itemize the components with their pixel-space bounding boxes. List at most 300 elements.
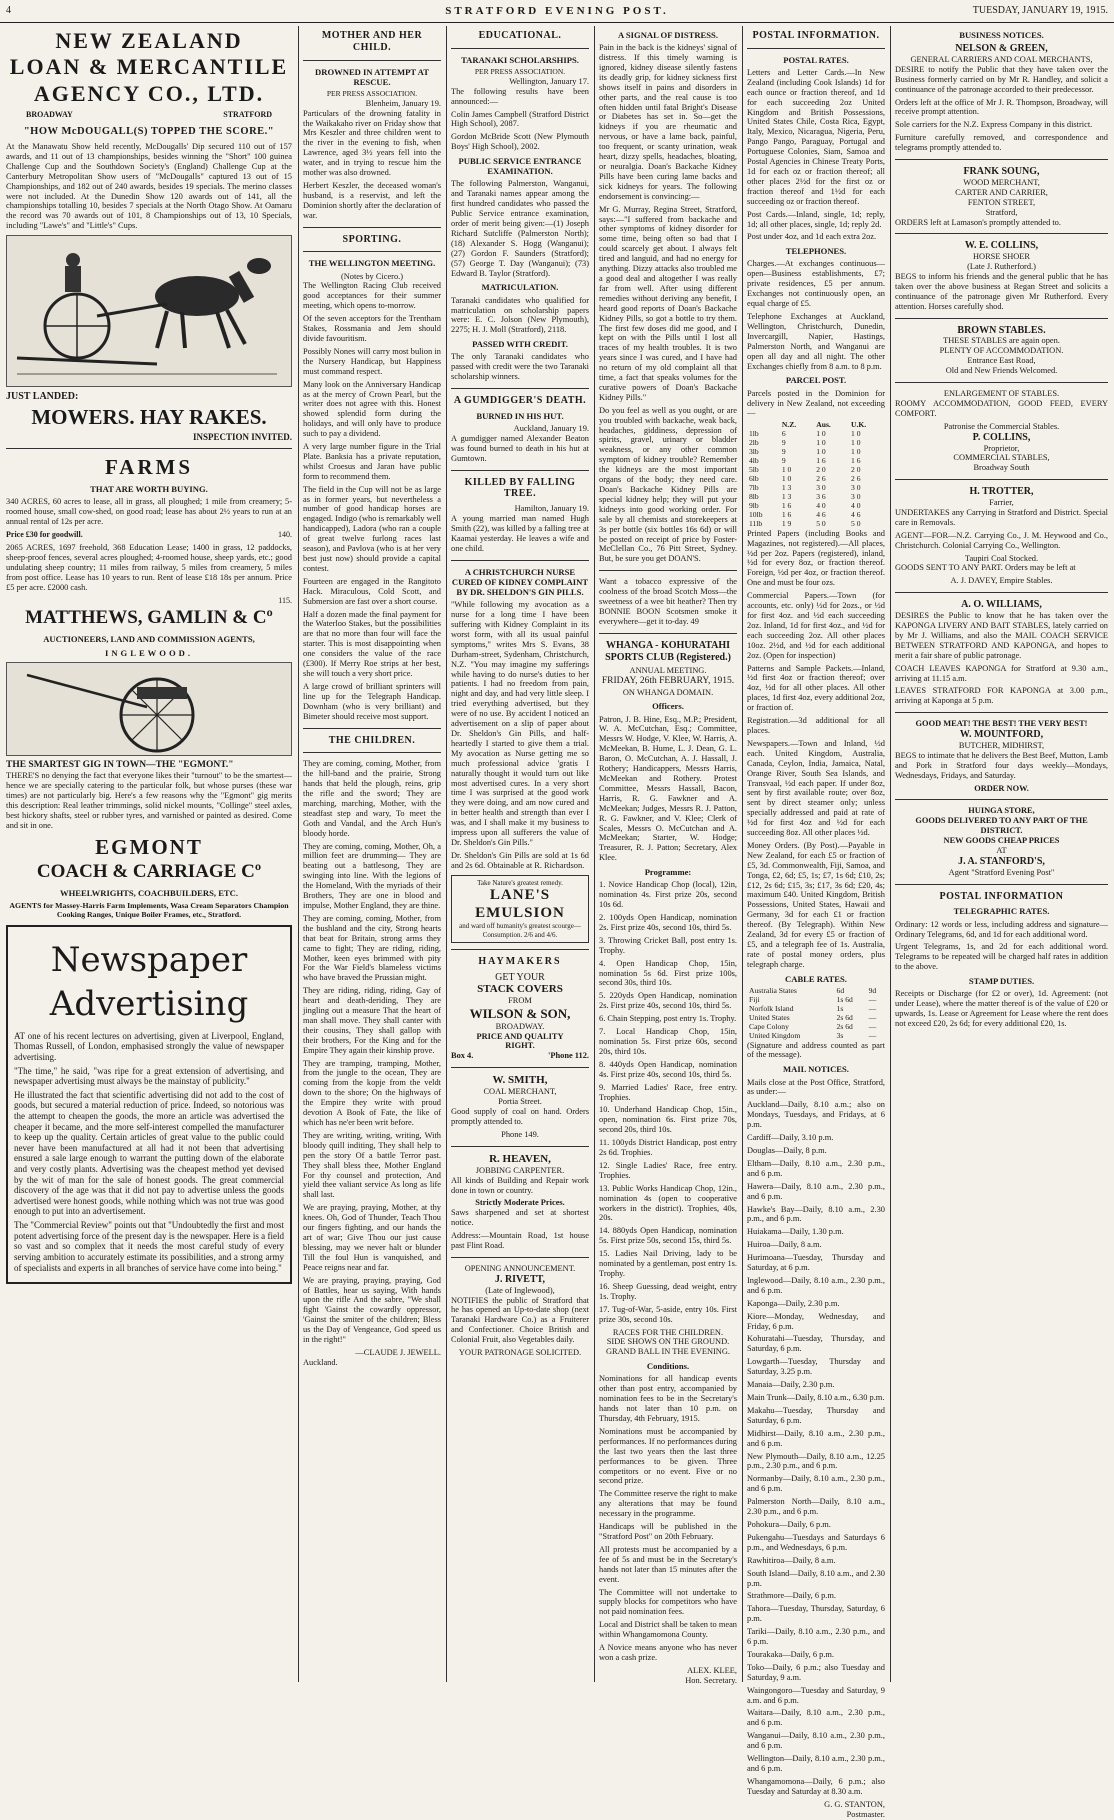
article-paragraph: Particulars of the drowning fatality in the Waikakaho river on Friday show that Mrs Keszler and three children went to the river in the evening to fish, when Lawrence, aged 3½ years fell into the water, and in trying to rescue him the mother was also drowned.	[303, 108, 441, 178]
mail-item: Toko—Daily, 6 p.m.; also Tuesday and Saturday, 9 a.m.	[747, 1662, 885, 1682]
mail-item: Makahu—Tuesday, Thursday and Saturday, 6 p.m.	[747, 1405, 885, 1425]
table-cell: —	[868, 1030, 877, 1040]
table-cell: 3s	[836, 1030, 844, 1040]
table-cell: 4lb	[749, 456, 759, 466]
heaven-name: R. HEAVEN,	[489, 1152, 551, 1165]
mail-item: Palmerston North—Daily, 8.10 a.m., 2.30 p.m., and 6 p.m.	[747, 1497, 885, 1517]
mcdougall-headline: "HOW McDOUGALL(S) TOPPED THE SCORE."	[23, 125, 275, 137]
programme-item: 5. 220yds Open Handicap, nomination 2s. First prize 40s, second 10s, third 5s.	[599, 991, 737, 1011]
table-header: N.Z.	[781, 420, 797, 430]
table-cell: 4 6	[851, 509, 861, 519]
gumdigger-heading: A GUMDIGGER'S DEATH.	[453, 395, 587, 407]
table-cell: 4 6	[816, 509, 826, 519]
goods-delivered: GOODS DELIVERED TO ANY PART OF THE DISTRICT.	[915, 816, 1088, 836]
dateline: Auckland, January 19.	[513, 424, 589, 434]
table-cell: 3 6	[816, 491, 826, 501]
get-your: GET YOUR	[495, 971, 545, 983]
nurse-heading: A CHRISTCHURCH NURSE CURED OF KIDNEY COMPLAINT BY DR. SHELDON'S GIN PILLS.	[451, 566, 589, 598]
broadway-south: Broadway South	[973, 463, 1030, 473]
gig-body: THERE'S no denying the fact that everyone likes their "turnout" to be the smartest—hence we are specially catering to the particular folk, but whose purses (these war times) are not particularly big. Here's a few reasons why the "Egmont" gig merits this description: Real leather trimmings, solid nickel mounts, "Collinge" steel axles, best hickory shafts, steel or rubber tyres, and varnished or painted as desired. Come and sit in one.	[6, 771, 292, 830]
mail-item: Kaponga—Daily, 2.30 p.m.	[747, 1298, 840, 1308]
mail-item: Inglewood—Daily, 8.10 a.m., 2.30 p.m., and 6 p.m.	[747, 1275, 885, 1295]
mail-item: Cardiff—Daily, 3.10 p.m.	[747, 1133, 834, 1143]
mail-item: Huiroa—Daily, 8 a.m.	[747, 1240, 822, 1250]
column-3	[451, 28, 589, 1680]
table-cell: 6d	[836, 985, 845, 995]
mowers-hay-rakes: MOWERS. HAY RAKES.	[31, 404, 267, 429]
column-rule	[742, 26, 743, 1682]
nurse-testimonial: "While following my avocation as a nurse for a long time I have been suffering with Kidney Complaint in its worst form, with all its usual painful symptoms," writes Mrs S. Evans, 38 Durham-street, Sydenham, Christchurch, N.Z. "You may imagine my sufferings while having to do nurse's duties to her patients. I had no freedom from pain, night and day, and had very little sleep. I tried everything advertised, but they were of no use. By accident I noticed an advertisement on a slip of paper about Dr. Sheldon's Gin Pills, and half-heartedly I started to give them a trial. My avocation as Nurse getting me so much professional advice 'gratis I naturally thought it would turn out like most advertised cures. In a very short time I was surprised at the good work they were doing, and am now cured and in better health and strength than ever I was, and I shall make it my business to impress upon all sufferers the value of Dr. Sheldon's Gin Pills."	[451, 600, 589, 847]
meeting-date: FRIDAY, 26th FEBRUARY, 1915.	[601, 676, 735, 687]
table-cell: 2lb	[749, 438, 759, 448]
table-cell: 9lb	[749, 500, 759, 510]
coal-merchant: COAL MERCHANT,	[483, 1087, 557, 1097]
sporting-paragraph: Fourteen are engaged in the Rangitoto Hack. Miraculous, Cold Scott, and Submersion are fast over a short course.	[303, 576, 441, 606]
conditions-heading: Conditions.	[646, 1361, 690, 1372]
mail-item: Wanganui—Daily, 8.10 a.m., 2.30 p.m., and 6 p.m.	[747, 1731, 885, 1751]
from-label: FROM	[508, 996, 532, 1006]
table-cell: 1 0	[851, 429, 861, 439]
poem-stanza: They are coming, coming, Mother, from the hill-band and the prairie, Strong hands that held the plough, reins, grip the rifle and the sword; They are marching, marching, Mother, with the steadfast step and wary, To meet the Goth and Vandal, and the Arch Hun's bloody horde.	[303, 759, 441, 838]
p-collins-name: P. COLLINS,	[972, 431, 1031, 443]
distress-heading: A SIGNAL OF DISTRESS.	[618, 30, 718, 40]
company-name-line: LOAN & MERCANTILE	[9, 54, 289, 80]
telegraphic-heading: TELEGRAPHIC RATES.	[953, 906, 1050, 917]
article-subheadline: DROWNED IN ATTEMPT AT RESCUE.	[315, 66, 429, 87]
parcel-intro: Parcels posted in the Dominion for delivery in New Zealand, not exceeding—	[747, 388, 885, 418]
mail-item: Pukengahu—Tuesdays and Saturdays 6 p.m., and Wednesdays, 6 p.m.	[747, 1532, 885, 1552]
poem-stanza: They are coming, coming, Mother, from the bushland and the city, Strong hearts that beat for Britain, strong arms they came to fight; They are riding, riding, Mother, keen eyes brimmed with pity For the War Field's blameless victims who have braved the Prussian might.	[303, 913, 441, 983]
scholarships-heading: TARANAKI SCHOLARSHIPS.	[461, 54, 579, 65]
masthead	[0, 0, 1114, 23]
price-quality: PRICE AND QUALITY	[476, 1031, 564, 1041]
telephone-exchanges: Telephone Exchanges at Auckland, Wellington, Christchurch, Dunedin, Invercargill, Napier, Hastings, Palmerston North, and Wanganui are open all day and all night. The other Exchanges chiefly from 8 a.m. to 8 p.m.	[747, 312, 885, 371]
mail-item: Main Trunk—Daily, 8.10 a.m., 6.30 p.m.	[747, 1393, 885, 1402]
table-cell: 1 0	[816, 438, 826, 448]
patronage-solicited: YOUR PATRONAGE SOLICITED.	[458, 1348, 582, 1358]
poem-stanza: We are praying, praying, Mother, at thy knees. Oh, God of Thunder, Teach Thou our fingers fighting, and our hands the art of war; Give Thou our just cause blessing, may we never halt or blunder Till the foul Hun is vanquished, and Peace reigns near and far.	[303, 1203, 441, 1272]
commercial-papers: Commercial Papers.—Town (for accounts, etc. only) ½d for 2ozs., or ½d for first 4oz. and ½d each succeeding 2oz. Inland, 1d for first 4oz., and ½d for each succeeding 2oz. All other places 10oz. 2½d, and ½d for each additional 2oz. (Open for inspection)	[747, 591, 885, 660]
article-paragraph: Gordon McBride Scott (New Plymouth Boys' High School), 2002.	[451, 132, 589, 152]
sporting-paragraph: The Wellington Racing Club received good acceptances for their summer meeting, which opens to-morrow.	[303, 281, 441, 311]
stanford-agent: Agent "Stratford Evening Post"	[948, 867, 1055, 877]
taupiri-coal: Taupiri Coal Stocked.	[964, 553, 1039, 563]
box-number: Box 4.	[451, 1051, 474, 1061]
parcel-post-heading: PARCEL POST.	[785, 375, 847, 386]
postmaster-signature: G. G. STANTON,	[824, 1799, 885, 1809]
table-cell: 7lb	[749, 482, 759, 492]
table-cell: 3 0	[851, 491, 861, 501]
table-cell: 6lb	[749, 474, 759, 484]
np-paragraph-3: He illustrated the fact that scientific advertising did not add to the cost of goods, but secured a material reduction of price. Indeed, so notorious was the attempt to cheapen the goods, the more an article was advertised the cheaper it became, and the more self-interest compelled the manufacturer to keep up the quality. Certain articles of great value to the public could never have been manufactured at all had it not been that advertising ensured a sale large enough to warrant the putting down of the elaborate and very costly plants. Advertising was the cheapest method yet devised by the wit of man for the sale of honest goods. The great commercial discovery of the age was that it did not pay to advertise unless the goods advertised were honest goods, while nothing which was not true was good enough to put into an advertisement.	[14, 1089, 284, 1217]
smith-name: W. SMITH,	[492, 1074, 548, 1087]
poem-stanza: They are riding, riding, riding, Gay of heart and death-deriding, They are jingling out a measure That the heart of man shall move. They shall canter with their cousins, They shall gallop with their brothers, For the King and for the Empire They again their kinship prove.	[303, 986, 441, 1055]
grand-ball: GRAND BALL IN THE EVENING.	[606, 1347, 730, 1357]
carter-carrier: CARTER AND CARRIER,	[955, 187, 1048, 197]
collins-late: (Late J. Rutherford.)	[967, 262, 1036, 272]
poem-stanza: They are coming, coming, Mother, Oh, a million feet are drumming— They are beating out a battlesong, They are swinging into line. With the legions of the Homeland, With the myriads of their Brothers, They are one in blood and impulse, Mother England, they are thine.	[303, 841, 441, 910]
opening-announcement: OPENING ANNOUNCEMENT.	[464, 1263, 576, 1273]
poem-stanza: They are tramping, tramping, Mother, from the jungle to the ocean, They are coming from the kopje from the veldt down to the shore; On the highways of the Empire they write with proud devotion A Book of Fate, the like of which has ne'er been writ before.	[303, 1058, 441, 1128]
table-cell: 5lb	[749, 465, 759, 475]
company-name-line: AGENCY CO., LTD.	[33, 80, 265, 106]
programme-item: 6. Chain Stepping, post entry 1s. Trophy.	[599, 1014, 737, 1024]
gig-carriage-icon	[7, 663, 291, 755]
postal-letters: Letters and Letter Cards.—In New Zealand (including Cook Islands) 1d for each ounce or fraction thereof, and 1d for each succeeding 2oz United Kingdom and British Possessions, United States Chile, Costa Rica, Egypt, Italy, Mexico, Nicaragua, Nigeria, Peru, Pango Pango, Paraguay, Portugal and Portuguese Colonies, Siam, Samoa and Postal Agencies in Chinese Treaty Ports, 1d for each oz or fraction thereof; all other places 2½d for the first oz or fraction thereof and 1½d for each succeeding oz or fraction thereof.	[747, 67, 885, 206]
table-cell: 1s 6d	[836, 994, 853, 1004]
mail-item: Whangamomona—Daily, 6 p.m.; also Tuesday and Saturday at 8.30 a.m.	[747, 1776, 885, 1796]
programme-item: 14. 880yds Open Handicap, nomination 5s. First prize 50s, second 15s, third 5s.	[599, 1226, 737, 1246]
meeting-venue: ON WHANGA DOMAIN.	[622, 687, 714, 697]
haymakers-heading: HAYMAKERS	[478, 955, 562, 967]
condition-item: Local and District shall be taken to mean within Whangamomona County.	[599, 1620, 737, 1640]
table-cell: —	[868, 994, 877, 1004]
table-cell: 1lb	[749, 429, 759, 439]
farms-heading: FARMS	[104, 455, 194, 480]
credit-heading: PASSED WITH CREDIT.	[472, 339, 568, 350]
programme-item: 11. 100yds District Handicap, post entry 2s 6d. Trophies.	[599, 1138, 737, 1158]
patterns-samples: Patterns and Sample Packets.—Inland, ½d first 4oz or fraction thereof; over 4oz, ½d for all other places. All other places, 1d first 4oz, every additional 2oz, or fraction of.	[747, 663, 885, 713]
table-cell: 2 6	[816, 474, 826, 484]
order-now: ORDER NOW.	[974, 783, 1029, 793]
coach-return-times: LEAVES STRATFORD FOR KAPONGA at 3.00 p.m., arriving at Kaponga at 5 p.m.	[895, 686, 1108, 706]
dateline: Wellington, January 17.	[509, 76, 589, 86]
mail-item: Normanby—Daily, 8.10 a.m., 2.30 p.m., and 6 p.m.	[747, 1474, 885, 1494]
williams-body: DESIRES the Public to know that he has taken over the KAPONGA LIVERY AND BAIT STABLES, lately carried on by Mr J. Williams, and also the MAIL COACH SERVICE BETWEEN STRATFORD AND KAPONGA, and hopes to merit a fair share of public patronage.	[895, 611, 1108, 660]
burned-subheading: BURNED IN HIS HUT.	[476, 410, 564, 421]
address-street: BROADWAY	[26, 110, 73, 120]
article-paragraph: A gumdigger named Alexander Beaton was found burned to death in his hut at Gumtown.	[451, 433, 589, 463]
farm-listing-2: 2065 ACRES, 1697 freehold, 368 Education Lease; 1400 in grass, 12 paddocks, sheep-proof fences, several acres ploughed; 4-roomed house, sheep yards, etc.; good undulating sheep country; 11 miles from railway, 5 miles from creamery, 5 miles from post office. Lease has 10 years to run. Rent of lease £18 18s per annum. Price £5 per acre. £2000 cash.	[6, 543, 292, 592]
column-4	[599, 28, 737, 1685]
table-header: Aus.	[816, 420, 831, 430]
table-cell: 1 0	[816, 429, 826, 439]
table-header: U.K.	[851, 420, 867, 430]
stamp-duties: Receipts or Discharge (for £2 or over), 1d. Agreement: (not under Lease), where the matter thereof is of the value of £20 or upwards, 1s. Lease or Agreement for Lease where the rent does not exceed £20, 2s 6d; for every additional £20, 1s.	[895, 989, 1108, 1029]
sporting-heading: SPORTING.	[342, 233, 402, 245]
np-title-line-2: Advertising	[49, 984, 249, 1025]
business-notices-heading: BUSINESS NOTICES.	[959, 30, 1044, 40]
rivett-notice: NOTIFIES the public of Stratford that he has opened an Up-to-date shop (next Taranaki Hardware Co.) as a Fruiterer and Confectioner. Choice British and Colonial Fruit, also Vegetables daily.	[451, 1295, 589, 1345]
smith-phone: Phone 149.	[501, 1129, 539, 1139]
table-cell: 3 0	[851, 482, 861, 492]
children-races: RACES FOR THE CHILDREN.	[612, 1327, 724, 1337]
article-headline: MOTHER AND HER CHILD.	[321, 30, 423, 53]
mail-item: Wellington—Daily, 8.10 a.m., 2.30 p.m., and 6 p.m.	[747, 1754, 885, 1773]
horse-shoer: HORSE SHOER	[972, 252, 1030, 262]
column-rule	[890, 26, 891, 1682]
column-rule	[446, 26, 447, 1682]
table-cell: Norfolk Island	[749, 1003, 794, 1013]
matthews-town: INGLEWOOD.	[104, 647, 194, 658]
column-rule	[298, 26, 299, 1682]
frank-orders: ORDERS left at Lamason's promptly attended to.	[895, 217, 1061, 227]
condition-item: Handicaps will be published in the "Stratford Post" on 20th February.	[599, 1522, 737, 1541]
nelson-paragraph: Furniture carefully removed, and correspondence and telegrams promptly attended to.	[895, 133, 1108, 153]
matthews-subheading: AUCTIONEERS, LAND AND COMMISSION AGENTS,	[43, 633, 255, 644]
children-poem-heading: THE CHILDREN.	[328, 734, 416, 746]
printed-papers: Printed Papers (including Books and Magazines, not registered).—All places, ½d per 2oz. Papers (registered), inland, ½d for every 8oz, or fraction thereof. Foreign, ½d per 4oz, or fraction thereof. One and must be four ozs.	[747, 528, 885, 588]
table-cell: United States	[749, 1012, 790, 1022]
table-row	[747, 1032, 885, 1041]
press-association: PER PRESS ASSOCIATION.	[326, 88, 418, 98]
horse-mower-icon	[7, 236, 291, 386]
registration: Registration.—3d additional for all places.	[747, 716, 885, 735]
condition-item: Nominations for all handicap events other than post entry, accompanied by nomination fees to be in the Secretary's hands not later than 10 p.m. on Thursday, 4th February, 1915.	[599, 1374, 737, 1424]
rivett-name: J. RIVETT,	[494, 1273, 546, 1285]
moderate-prices: Strictly Moderate Prices.	[475, 1198, 565, 1208]
table-cell: 6	[781, 429, 786, 439]
page-number: 4	[6, 5, 11, 16]
table-cell: 1 0	[781, 474, 792, 484]
tobacco-text: Want a tobacco expressive of the coolness of the broad Scotch Moss—the sweetness of a wee bit heather? Then try BONNIE BOON Scotsmen smoke it everywhere—get it to-day.	[599, 577, 737, 626]
column-6	[895, 28, 1108, 1680]
cable-rates-heading: CABLE RATES.	[785, 973, 847, 984]
table-row	[747, 987, 885, 996]
huinga-store: HUINGA STORE,	[968, 806, 1035, 816]
side-shows: SIDE SHOWS ON THE GROUND.	[606, 1337, 730, 1347]
table-cell: 9	[781, 447, 786, 457]
programme-item: 12. Single Ladies' Race, free entry. Trophies.	[599, 1160, 737, 1180]
table-cell: 1 0	[851, 447, 861, 457]
table-cell: 4 0	[816, 500, 826, 510]
table-cell: 9	[781, 438, 786, 448]
nelson-green-sub: GENERAL CARRIERS AND COAL MERCHANTS,	[910, 54, 1093, 64]
condition-item: A Novice means anyone who has never won a cash prize.	[599, 1643, 737, 1662]
newspaper-advertising-box	[6, 925, 292, 1284]
patronise-stables: Patronise the Commercial Stables.	[943, 421, 1060, 431]
postal-rates-heading: POSTAL RATES.	[783, 54, 849, 65]
mail-item: Douglas—Daily, 8 p.m.	[747, 1145, 827, 1155]
sporting-paragraph: Possibly Nones will carry most bulion in the Nursery Handicap, but Happiness must command respect.	[303, 346, 441, 376]
mail-item: Waingongoro—Tuesday and Saturday, 9 a.m. and 6 p.m.	[747, 1685, 885, 1705]
mountford-name: W. MOUNTFORD,	[959, 729, 1044, 741]
mail-item: Waitara—Daily, 8.10 a.m., 2.30 p.m., and 6 p.m.	[747, 1708, 885, 1728]
money-orders: Money Orders. (By Post).—Payable in New Zealand, for each £5 or fraction of £5, 3d. Commonwealth, Fiji, Samoa, and Tonga, £2, 6d; £5, 1s; £7, 1s 6d; £10, 2s; £12, 2s 6d; £15, 3s; £17, 3s 6d; £20, 4s; maximum £40. United Kingdom, British Possessions, United States, Hawaii and Germany, 3d for each £1 or fraction thereof. (By Telegraph). Within New Zealand, 3d for every £5 or fraction of £5, and a telegraph fee of 1s. Australia, rate of postal money orders, plus telegraph charge.	[747, 840, 885, 969]
sporting-paragraph: Of the seven acceptors for the Trentham Stakes, Rossmania and Jem should divide favouritism.	[303, 314, 441, 343]
table-cell: 5 0	[816, 518, 826, 528]
roomy-accommodation: ROOMY ACCOMMODATION, GOOD FEED, EVERY COMFORT.	[895, 398, 1108, 418]
condition-item: The Committee will not undertake to supply blocks for competitors who have not paid nomination fees.	[599, 1587, 737, 1617]
mail-item: Eltham—Daily, 8.10 a.m., 2.30 p.m., and 6 p.m.	[747, 1158, 885, 1178]
proprietor-label: Proprietor,	[983, 443, 1020, 453]
killed-heading: KILLED BY FALLING TREE.	[464, 476, 576, 500]
table-cell: 1s	[836, 1003, 844, 1013]
wood-merchant: WOOD MERCHANT,	[963, 177, 1040, 187]
egmont-name: EGMONT	[95, 834, 203, 859]
williams-name: A. O. WILLIAMS,	[961, 599, 1042, 611]
mail-item: Tahora—Tuesday, Thursday, Saturday, 6 p.m.	[747, 1604, 885, 1624]
table-cell: 3lb	[749, 447, 759, 457]
davey-stables: A. J. DAVEY, Empire Stables.	[950, 576, 1053, 586]
postal-info-heading: POSTAL INFORMATION	[939, 890, 1064, 902]
doans-paragraph: Do you feel as well as you ought, or are you troubled with backache, weak back, headaches, giddiness, depression of spirits, gravel, urinary or bladder weakness, or any other common symptom of kidney trouble? Remember the kidneys are the most important organs of the body; they need care. Doan's Backache Kidney Pills are special kidney help; they will put your kidneys into good working order. For sale by all chemists and storekeepers at 3s per bottle (six bottles 16s 6d) or will be posted on receipt of price by Foster-McClellan Co., 76 Pitt Street, Sydney. But, be sure you get DOAN'S.	[599, 405, 737, 564]
just-landed: JUST LANDED:	[6, 391, 79, 403]
mail-item: Manaia—Daily, 2.30 p.m.	[747, 1380, 835, 1390]
column-1	[6, 28, 292, 1680]
dateline: Hamilton, January 19.	[514, 504, 589, 514]
mcdougall-body: At the Manawatu Show held recently, McDougalls' Dip secured 110 out of 157 awards, and 11 out of 13 championships, besides winning the "Short" 100 guinea Challenge Cup and the Southdown Society's (England) Challenge Cup at the Canterbury Metropolitan Show users of "McDougalls" captured 13 out of 15 Championships, and 182 out of 240 awards, besides 19 specials. The merino classes were not included. At the Dunedin Show 120 awards out of 141, all the championships totalling 10, besides 7 specials at the North Otago Show. At Oamaru the record was 70 awards out of 101, 8 Championships out of 13, 10 Specials, including "Lawe's" and "Little's" Cups.	[6, 141, 292, 231]
mail-item: Hurimoana—Tuesday, Thursday and Saturday, at 6 p.m.	[747, 1253, 885, 1273]
table-cell: 2 0	[816, 465, 826, 475]
mail-item: Kohuratahi—Tuesday, Thursday, and Saturday, 6 p.m.	[747, 1334, 885, 1354]
sporting-paragraph: A large crowd of brilliant sprinters will line up for the Telegraph Handicap. Downham (who is very brilliant) and Bimeter should receive most support.	[303, 681, 441, 721]
table-cell: United Kingdom	[749, 1030, 801, 1040]
np-paragraph-1: AT one of his recent lectures on advertising, given at Liverpool, England, Thomas Russell, of London, emphasised strongly the value of newspaper advertising.	[14, 1030, 284, 1062]
table-cell: —	[868, 1003, 877, 1013]
condition-item: The Committee reserve the right to make any alterations that may be found necessary in the programme.	[599, 1489, 737, 1519]
mail-item: Hawera—Daily, 8.10 a.m., 2.30 p.m., and 6 p.m.	[747, 1181, 885, 1201]
new-goods-cheap: NEW GOODS CHEAP PRICES	[943, 836, 1060, 846]
table-cell: Australia States	[749, 985, 797, 995]
stables-open: THESE STABLES are again open.	[943, 336, 1060, 346]
dateline: Blenheim, January 19.	[365, 98, 441, 108]
mountford-body: BEGS to intimate that he delivers the Best Beef, Mutton, Lamb and Pork in Stratford four days weekly—Mondays, Wednesdays, Fridays, and Saturday.	[895, 750, 1108, 780]
educational-heading: EDUCATIONAL.	[478, 30, 562, 41]
farrier-label: Farrier,	[989, 498, 1014, 508]
cable-rates-table	[747, 987, 885, 1041]
matriculation-heading: MATRICULATION.	[481, 282, 559, 293]
stamp-duties-heading: STAMP DUTIES.	[968, 976, 1035, 987]
nelson-paragraph: Orders left at the office of Mr J. R. Thompson, Broadway, will receive prompt attention.	[895, 97, 1108, 117]
condition-item: All protests must be accompanied by a fee of 5s and must be in the Secretary's hands not later than 15 minutes after the event.	[599, 1544, 737, 1584]
officers-list: Patron, J. B. Hine, Esq., M.P.; President, W. A. McCutchan, Esq.; Committee, Messrs W. Hodge, V. Klee, W. Harris, A. McMeekan, B. Hume, L. J. Dean, G. L. Baron, O. McCutchan, A. J. Hassall, J. Rothery; Handicappers, Messrs Harris, McMeekan and Rothery. Protest Committee, Messrs Hassall, Bacon, Harris, R. G. Fawkner and A. McMeekan; Judges, Messrs R. J. Patton, R. G. Fawkner, and V. Klee; Clerk of Scales, Messrs O. McCutchan and A. McMeekan; Starter, W. Hodge; Treasurer, R. J. Patton; Secretary, Alex Klee.	[599, 714, 737, 863]
jobbing-carpenter: JOBBING CARPENTER.	[475, 1165, 565, 1175]
table-row	[747, 520, 885, 529]
table-cell: 2 0	[851, 465, 861, 475]
postal-under: Post under 4oz, and 1d each extra 2oz.	[747, 232, 877, 242]
matthews-gamlin-name: MATTHEWS, GAMLIN & Cº	[25, 607, 273, 629]
programme-item: 8. 440yds Open Handicap, nomination 4s. First prize 40s, second 10s, third 5s.	[599, 1059, 737, 1079]
rivett-late: (Late of Inglewood),	[485, 1285, 555, 1295]
mail-notices-heading: MAIL NOTICES.	[783, 1064, 849, 1075]
annual-meeting: ANNUAL MEETING.	[629, 666, 707, 676]
nelson-paragraph: DESIRE to notify the Public that they have taken over the Business formerly carried on by Mr R. Handley, and solicit a continuance of the patronage accorded to their predecessor.	[895, 64, 1108, 94]
brown-stables-heading: BROWN STABLES.	[957, 324, 1046, 336]
table-cell: 2s 6d	[836, 1012, 853, 1022]
sporting-paragraph: The field in the Cup will not be as large as in former years, but nevertheless a number of good handicap horses are engaged. Indigo (who is remarkably well handicapped), Ladora (who ran a couple of great twelve furlong races last season), and Pavlova (who is at her very best just now) should provide a capital contest.	[303, 484, 441, 573]
trotter-undertakes: UNDERTAKES any Carrying in Stratford and District. Special care in Removals.	[895, 507, 1108, 527]
doans-paragraph: Mr G. Murray, Regina Street, Stratford, says:—"I suffered from backache and other symptoms of kidney disorder for some time, being often so bad that I could scarcely get about. I always felt tired and languid, and had no energy for anything. Dizzy attacks also troubled me a good deal and altogether I was really far from well. After using different remedies without deriving any benefit, I heard good reports of Doan's Backache Kidney Pills, so got a bottle to try them. The first few doses did me good, and I kept on with the Pills until I lost all traces of my health troubles. It is two years since I was cured, and I have had no return of my old complaint all that time, a fact that speaks volumes for the curative powers of Doan's Backache Kidney Pills."	[599, 204, 737, 402]
press-association: PER PRESS ASSOCIATION.	[474, 66, 566, 76]
np-paragraph-4: The "Commercial Review" points out that "Undoubtedly the first and most potent advertising force of the present day is the newspaper. Here is a field so vast and so complex that it needs the most careful study of every serving ambition to accurately estimate its possibilities, and a strong army of specialists and experts in all branches of service have come into being."	[14, 1220, 284, 1273]
article-paragraph: The following results have been announced:—	[451, 86, 589, 106]
mail-item: Auckland—Daily, 8.10 a.m.; also on Mondays, Tuesdays, and Fridays, at 6 p.m.	[747, 1100, 885, 1130]
article-paragraph: The following Palmerston, Wanganui, and Taranaki names appear among the first hundred candidates who passed the Public Service entrance examination, order of merit being given:—(1) Joseph Richard Sutcliffe (Palmerston North); (18) Alexander S. Hogg (Wanganui); (27) Gordon F. Saunders (Stratford); (57) George T. Day (Wanganui); (73) Edward B. Taylor (Stratford).	[451, 179, 589, 278]
programme-item: 15. Ladies Nail Driving, lady to be nominated by a gentleman, post entry 1s. Trophy.	[599, 1249, 737, 1278]
coal-supply: Good supply of coal on hand. Orders promptly attended to.	[451, 1107, 589, 1126]
egmont-coach-name: COACH & CARRIAGE Cº	[36, 861, 262, 883]
enlargement-heading: ENLARGEMENT OF STABLES.	[943, 389, 1060, 399]
np-paragraph-2: "The time," he said, "was ripe for a great extension of advertising, and newspaper advertising must always be the mainstay of publicity."	[14, 1065, 284, 1087]
mail-item: Huiakama—Daily, 1.30 p.m.	[747, 1227, 844, 1237]
column-rule	[594, 26, 595, 1682]
mail-item: South Island—Daily, 8.10 a.m., and 2.30 p.m.	[747, 1568, 885, 1588]
table-cell: 1 6	[816, 456, 826, 466]
programme-item: 7. Local Handicap Chop, 15in, nomination 5s. First prize 60s, second 20s, third 10s.	[599, 1027, 737, 1056]
np-title-line-1: Newspaper	[50, 940, 248, 981]
programme-item: 16. Sheep Guessing, dead weight, entry 1s. Trophy.	[599, 1281, 737, 1301]
article-paragraph: Herbert Keszler, the deceased woman's husband, is a reservist, and left the Dominion shortly after the declaration of war.	[303, 180, 441, 220]
address-town: STRATFORD	[223, 110, 272, 120]
table-cell: 8lb	[749, 491, 759, 501]
programme-item: 13. Public Works Handicap Chop, 12in., nomination 4s (open to cooperative workers in the district). Trophies, 40s, 20s.	[599, 1183, 737, 1223]
poem-stanza: We are praying, praying, praying, God of Battles, hear us saying, With hands upon the rifle And the sabre, "We shall fight 'Gainst the cowardly oppressor, 'Gainst the smiter of the children; Bless us the Day of Vengeance, God speed us in the right!"	[303, 1275, 441, 1345]
mail-item: Strathmore—Daily, 6 p.m.	[747, 1591, 837, 1601]
plenty-accommodation: PLENTY OF ACCOMMODATION.	[939, 346, 1064, 356]
stanford-name: J. A. STANFORD'S,	[958, 855, 1045, 867]
commercial-stables: COMMERCIAL STABLES,	[953, 453, 1050, 463]
telegraph-ordinary: Ordinary: 12 words or less, including address and signature—Ordinary Telegrams, 6d, and 1d for each additional word.	[895, 919, 1108, 939]
inspection-invited: INSPECTION INVITED.	[192, 431, 292, 442]
farm-listing-1: 340 ACRES, 60 acres to lease, all in grass, all ploughed; 1 mile from creamery; 5-roomed house, small cow-shed, on good road; lease has about 2½ years to run at an annual rental of 12s per acre.	[6, 497, 292, 527]
heaven-saws: Saws sharpened and set at shortest notice.	[451, 1208, 589, 1228]
gig-illustration	[6, 662, 292, 756]
lanes-tagline: Take Nature's greatest remedy.	[477, 878, 563, 887]
programme-item: 3. Throwing Cricket Ball, post entry 1s. Trophy.	[599, 935, 737, 955]
mail-item: Kiore—Monday, Wednesday, and Friday, 6 p.m.	[747, 1311, 885, 1331]
table-cell: 4 0	[851, 500, 861, 510]
table-cell: 2 6	[851, 474, 861, 484]
fenton-street: FENTON STREET,	[967, 197, 1036, 207]
table-cell: 1 6	[781, 500, 792, 510]
table-cell: 1 3	[781, 491, 792, 501]
company-address	[26, 110, 272, 119]
gin-pills-price: Dr. Sheldon's Gin Pills are sold at 1s 6d and 2s 6d. Obtainable at R. Richardson.	[451, 850, 589, 870]
broadway-label: BROADWAY.	[495, 1021, 545, 1031]
telegraph-urgent: Urgent Telegrams, 1s, and 2d for each additional word. Telegrams to be repeated will be charged half rates in addition to the above.	[895, 942, 1108, 972]
psee-heading: PUBLIC SERVICE ENTRANCE EXAMINATION.	[458, 156, 582, 177]
trotter-name: H. TROTTER,	[969, 486, 1034, 498]
goods-sent: GOODS SENT TO ANY PART. Orders may be left at	[895, 563, 1076, 573]
programme-item: 1. Novice Handicap Chop (local), 12in, nomination 4s. First prize 20s, second 10s 6d.	[599, 880, 737, 910]
table-cell: 2s 6d	[836, 1021, 853, 1031]
secretary-signature: ALEX. KLEE,	[686, 1665, 737, 1675]
parcel-rates-table	[747, 421, 885, 528]
tobacco-ad	[599, 577, 737, 627]
sports-club-heading: WHANGA - KOHURATAHI SPORTS CLUB (Registered.)	[605, 639, 731, 663]
table-cell: —	[868, 1021, 877, 1031]
mail-item: New Plymouth—Daily, 8.10 a.m., 12.25 p.m., 2.30 p.m., and 6 p.m.	[747, 1451, 885, 1471]
farm-1-price-row	[6, 530, 292, 539]
wilson-contact-row	[451, 1051, 589, 1061]
article-paragraph: Colin James Campbell (Stratford District High School), 2087.	[451, 109, 589, 129]
postal-postcards: Post Cards.—Inland, single, 1d; reply, 1d; all other places, single, 1d; reply 2d.	[747, 209, 885, 229]
table-cell: 1 0	[816, 447, 826, 457]
sporting-paragraph: Half a dozen made the final payment for the Waterloo Stakes, but the possibilities are that no more than four will face the starter. This is most disappointing when one considers the value of the race (£300). If Merry Roe strips at her best, she will touch a very short price.	[303, 609, 441, 678]
newspaper-title: STRATFORD EVENING POST.	[445, 5, 669, 17]
nelson-paragraph: Sole carriers for the N.Z. Express Company in this district.	[895, 120, 1093, 130]
egmont-agents: AGENTS for Massey-Harris Farm Implements, Wasa Cream Separators Champion Cooking Ranges, Unique Boiler Frames, etc., Stratford.	[9, 900, 289, 920]
table-cell: 1 0	[781, 465, 792, 475]
at-label: AT	[996, 846, 1007, 856]
farms-subheading: THAT ARE WORTH BUYING.	[90, 484, 208, 495]
table-cell: 1 3	[781, 482, 792, 492]
telephone-charges: Charges.—At exchanges continuous—open—Business establishments, £7; private residences, £5 per annum. Exchanges not continuously open, an equal charge of £5.	[747, 259, 885, 309]
trotter-agent: AGENT—FOR—N.Z. Carrying Co., J. M. Heywood and Co., Christchurch. Colonial Carrying Co., Wellington.	[895, 530, 1108, 550]
programme-item: 4. Open Handicap Chop, 15in, nomination 5s 6d. First prize 100s, second 30s, third 10s.	[599, 958, 737, 988]
programme-heading: Programme:	[644, 867, 692, 878]
table-cell: 10lb	[749, 509, 763, 519]
poem-stanza: They are writing, writing, writing, With bloody quill inditing, They shall help to pen the story Of a battle Terror past. They shall bless thee, Mother England For thy counsel and protection, And yield thee valiant service As long as life shall last.	[303, 1130, 441, 1200]
frank-soung-name: FRANK SOUNG,	[963, 166, 1040, 178]
table-cell: 11lb	[749, 518, 763, 528]
mail-list	[747, 1100, 885, 1796]
company-name-line: NEW ZEALAND	[55, 28, 243, 53]
portia-street: Portia Street.	[498, 1097, 542, 1107]
friends-welcomed: Old and New Friends Welcomed.	[945, 366, 1058, 376]
table-cell: 1 6	[781, 509, 792, 519]
